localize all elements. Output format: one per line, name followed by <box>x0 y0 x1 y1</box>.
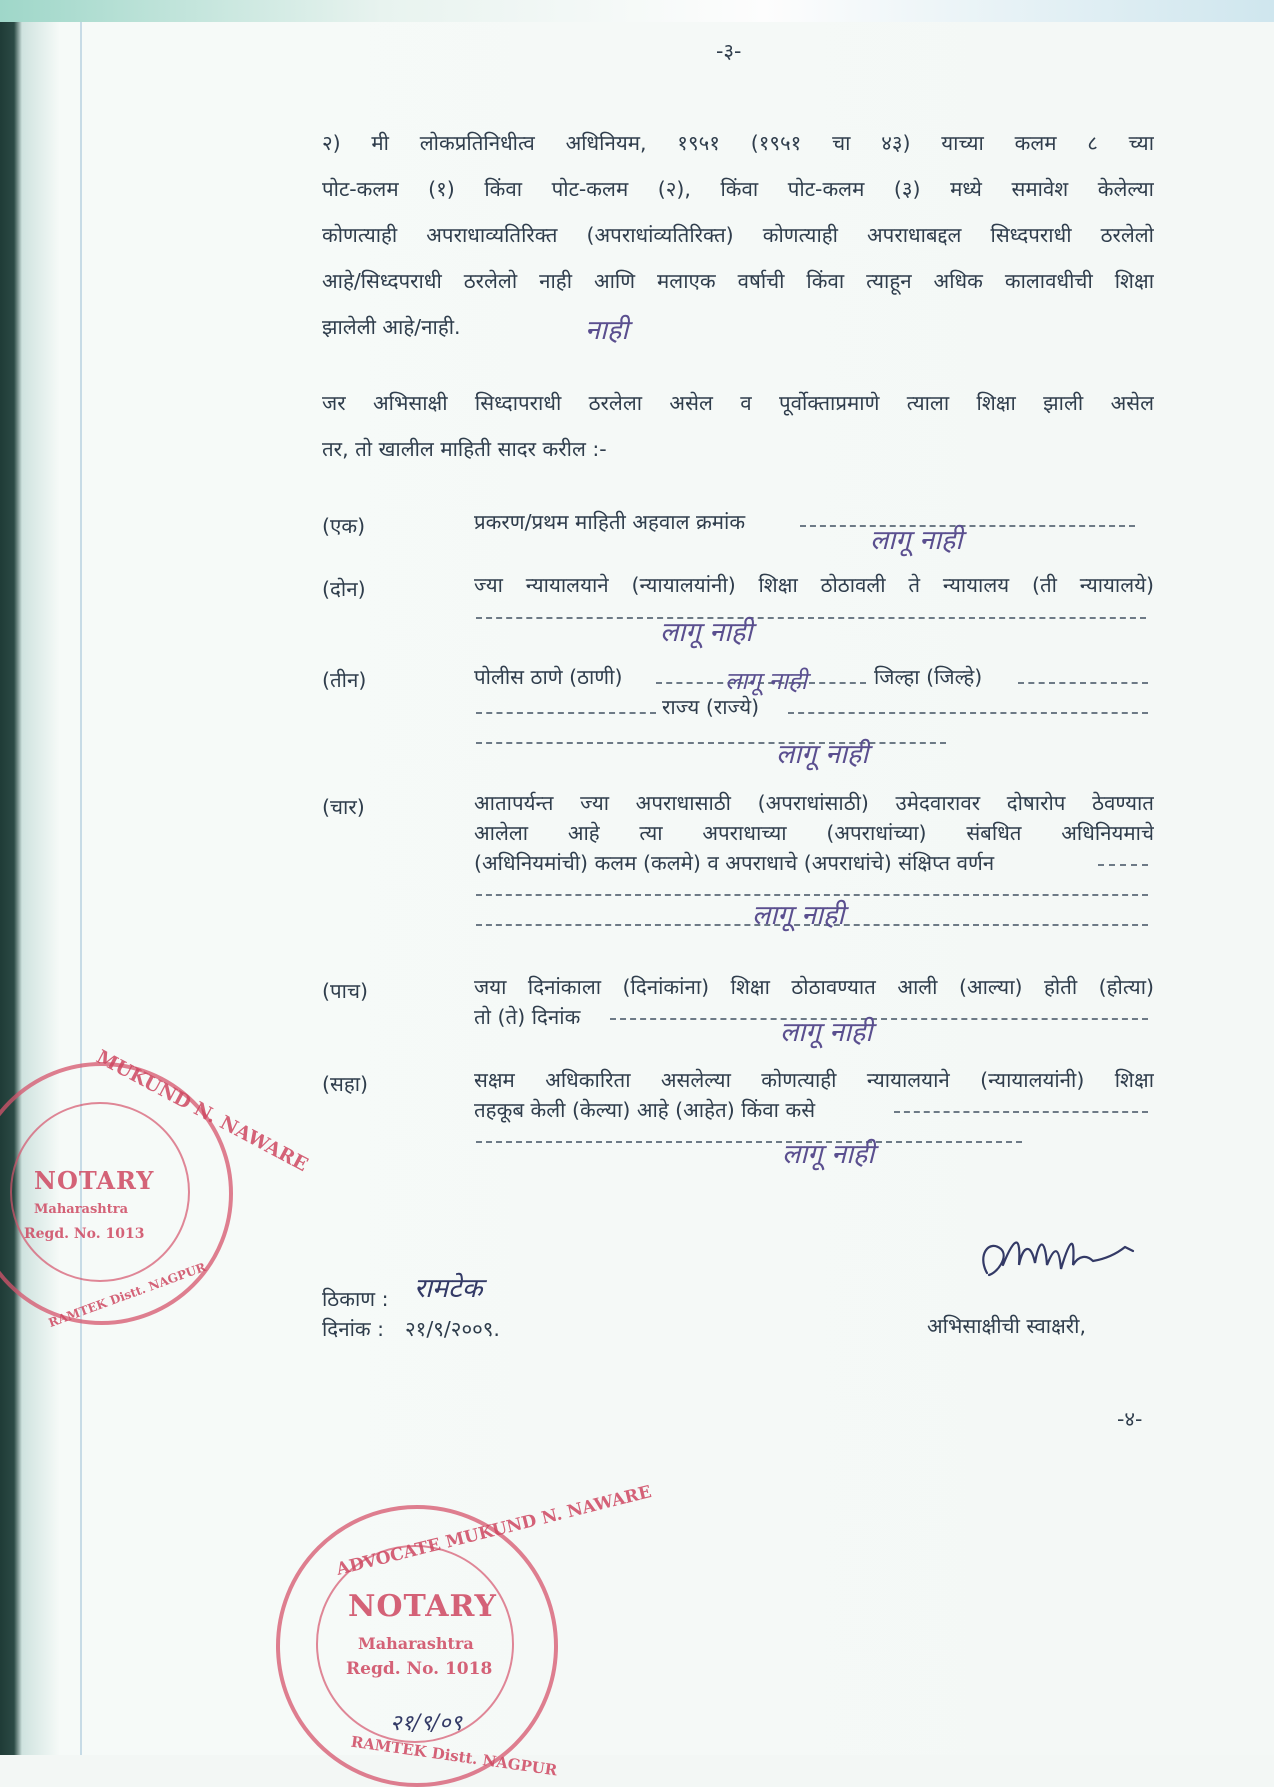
item-line: तो (ते) दिनांक <box>474 1005 581 1029</box>
handwritten-answer: लागू नाही <box>776 739 869 770</box>
handwritten-answer: लागू नाही <box>725 667 808 695</box>
signature-scribble <box>975 1225 1145 1295</box>
item-line: तहकूब केली (केल्या) आहे (आहेत) किंवा कसे <box>474 1098 816 1122</box>
item-line: सक्षम अधिकारिता असलेल्या कोणत्याही न्यायालयाने (न्यायालयांनी) शिक्षा <box>474 1068 1154 1092</box>
item-line: (अधिनियमांची) कलम (कलमे) व अपराधाचे (अपराधांचे) संक्षिप्त वर्णन <box>474 851 995 875</box>
para1-line: २) मी लोकप्रतिनिधीत्व अधिनियम, १९५१ (१९५१ चा ४३) याच्या कलम ८ च्या <box>322 131 1154 155</box>
item-number: (तीन) <box>322 668 367 692</box>
item-number: (सहा) <box>322 1072 369 1096</box>
place-label: ठिकाण : <box>322 1287 389 1311</box>
item-line: जया दिनांकाला (दिनांकांना) शिक्षा ठोठावण्यात आली (आल्या) होती (होत्या) <box>474 975 1154 999</box>
para1-line: कोणत्याही अपराधाव्यतिरिक्त (अपराधांव्यतिरिक्त) कोणत्याही अपराधाबद्दल सिध्दपराधी ठरलेलो <box>322 223 1154 247</box>
notary-stamp-bottom <box>276 1482 654 1787</box>
handwritten-answer: नाही <box>585 315 629 346</box>
para2-line: तर, तो खालील माहिती सादर करील :- <box>322 437 607 461</box>
item-body <box>474 507 1154 537</box>
stamp-state: Maharashtra <box>34 1202 129 1217</box>
paragraph-declaration <box>322 120 1154 350</box>
fill-line <box>476 617 1146 619</box>
item-body <box>474 788 1154 878</box>
next-page-number: -४- <box>1117 1407 1143 1431</box>
item-number: (एक) <box>322 514 366 538</box>
stamp-title: NOTARY <box>34 1166 155 1195</box>
fill-line <box>476 712 656 714</box>
item-line: राज्य (राज्ये) <box>662 695 760 719</box>
stamp-state: Maharashtra <box>358 1634 474 1653</box>
signature-label: अभिसाक्षीची स्वाक्षरी, <box>927 1314 1086 1338</box>
stamp-ring-text: ADVOCATE MUKUND N. NAWARE <box>334 1482 654 1580</box>
paragraph-condition <box>322 380 1154 472</box>
handwritten-answer: लागू नाही <box>660 617 753 648</box>
fill-line <box>476 742 946 744</box>
fill-line <box>1018 682 1148 684</box>
item-line: ज्या न्यायालयाने (न्यायालयांनी) शिक्षा ठोठावली ते न्यायालय (ती न्यायालये) <box>474 573 1154 597</box>
stamp-handwritten-date: २१/९/०९ <box>390 1711 463 1736</box>
stamp-ring-text: MUKUND N. NAWARE <box>92 1045 312 1177</box>
item-number: (चार) <box>322 795 365 819</box>
para1-line: पोट-कलम (१) किंवा पोट-कलम (२), किंवा पोट-कलम (३) मध्ये समावेश केलेल्या <box>322 177 1154 201</box>
item-body <box>474 570 1154 600</box>
fill-line <box>1098 864 1148 866</box>
fill-line <box>894 1111 1148 1113</box>
item-number: (दोन) <box>322 577 366 601</box>
handwritten-answer: लागू नाही <box>870 525 963 556</box>
item-body <box>474 1065 1154 1125</box>
date-label: दिनांक : <box>322 1317 385 1341</box>
stamp-ring-text: RAMTEK Distt. NAGPUR <box>46 1259 208 1331</box>
stamp-regd: Regd. No. 1013 <box>24 1226 145 1242</box>
handwritten-answer: लागू नाही <box>780 1017 873 1048</box>
fill-line <box>610 1018 1148 1020</box>
para2-line: जर अभिसाक्षी सिध्दापराधी ठरलेला असेल व पूर्वोक्ताप्रमाणे त्याला शिक्षा झाली असेल <box>322 391 1154 415</box>
para1-line: आहे/सिध्दपराधी ठरलेलो नाही आणि मलाएक वर्षाची किंवा त्याहून अधिक कालावधीची शिक्षा <box>322 269 1154 293</box>
item-number: (पाच) <box>322 979 368 1003</box>
signature <box>975 1225 1145 1295</box>
scan-top-edge <box>0 0 1274 22</box>
para1-line: झालेली आहे/नाही. <box>322 315 461 339</box>
page-number: -३- <box>716 39 742 63</box>
handwritten-answer: लागू नाही <box>752 900 845 931</box>
date-value: २१/९/२००९. <box>405 1317 500 1341</box>
place-value: रामटेक <box>414 1273 483 1304</box>
item-line: आतापर्यन्त ज्या अपराधासाठी (अपराधांसाठी) उमेदवारावर दोषारोप ठेवण्यात <box>474 791 1154 815</box>
item-line: पोलीस ठाणे (ठाणी) <box>474 665 623 689</box>
stamp-regd: Regd. No. 1018 <box>346 1659 493 1679</box>
stamp-ring-text: RAMTEK Distt. NAGPUR <box>349 1732 559 1780</box>
handwritten-answer: लागू नाही <box>782 1139 875 1170</box>
margin-line <box>80 22 82 1755</box>
fill-line <box>800 525 1135 527</box>
stamp-title: NOTARY <box>348 1589 497 1624</box>
fill-line <box>788 712 1148 714</box>
item-line: प्रकरण/प्रथम माहिती अहवाल क्रमांक <box>474 510 746 534</box>
item-line: जिल्हा (जिल्हे) <box>874 665 983 689</box>
item-line: आलेला आहे त्या अपराधाच्या (अपराधांच्या) संबधित अधिनियमाचे <box>474 821 1154 845</box>
fill-line <box>476 1141 1022 1143</box>
